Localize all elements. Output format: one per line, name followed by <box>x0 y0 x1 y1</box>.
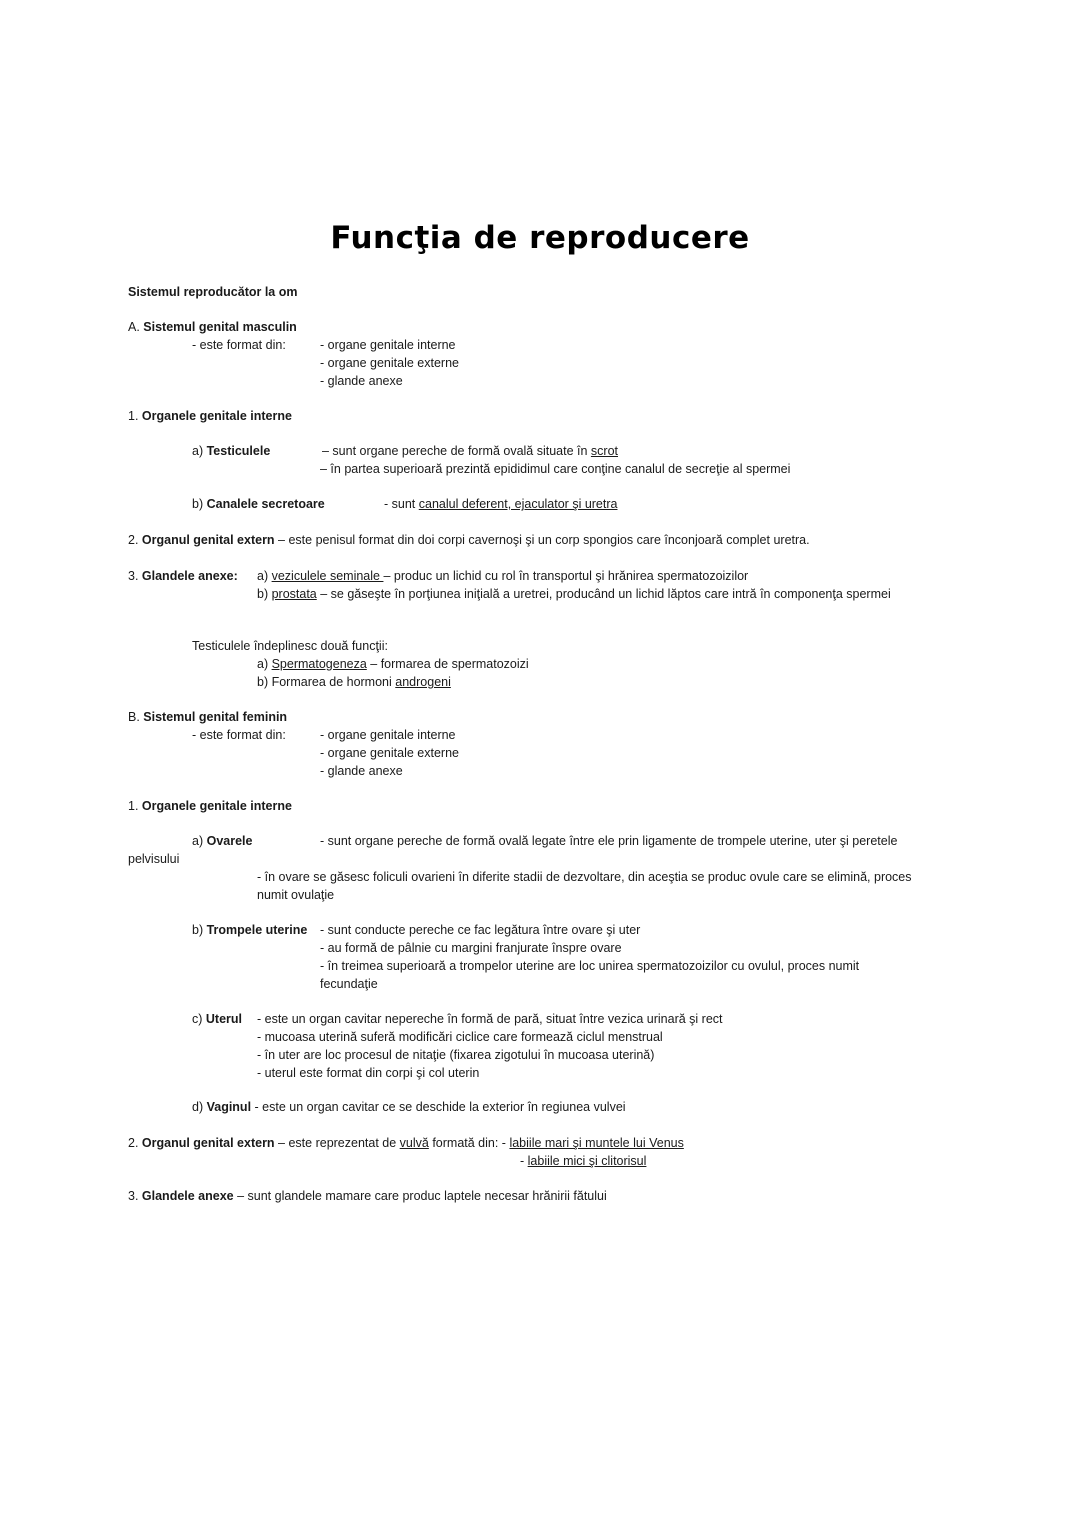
anexe-a: a) veziculele seminale – produc un lichid cu rol în transportul şi hrănirea spermatozoizilor <box>257 569 749 583</box>
uter-desc: - mucoasa uterină suferă modificări ciclice care formează ciclul menstrual <box>257 1030 663 1044</box>
section-a-list-item: - organe genitale externe <box>320 356 459 370</box>
functii-intro: Testiculele îndeplinesc două funcţii: <box>192 639 388 653</box>
section-a-format-label: - este format din: <box>192 338 286 352</box>
trompe-desc: - au formă de pâlnie cu margini franjurate înspre ovare <box>320 941 622 955</box>
section-b-extern-list-2: - labiile mici şi clitorisul <box>520 1154 647 1168</box>
ovare-desc-1-cont: pelvisului <box>128 852 180 866</box>
section-a-anexe-heading: 3. Glandele anexe: <box>128 569 238 583</box>
section-a-extern: 2. Organul genital extern – este penisul format din doi corpi cavernoşi şi un corp spongios care înconjoară complet uretra. <box>128 533 810 547</box>
ovare-desc-1: - sunt organe pereche de formă ovală legate între ele prin ligamente de trompele uterine, uter şi peretele <box>320 834 898 848</box>
uter-desc: - uterul este format din corpi şi col uterin <box>257 1066 480 1080</box>
page-title: Funcţia de reproducere <box>330 220 750 256</box>
canale-label: b) Canalele secretoare <box>192 497 325 511</box>
trompe-desc: fecundaţie <box>320 977 378 991</box>
section-b-heading: B. Sistemul genital feminin <box>128 710 288 724</box>
vagin: d) Vaginul - este un organ cavitar ce se deschide la exterior în regiunea vulvei <box>192 1100 626 1114</box>
ovare-label: a) Ovarele <box>192 834 253 848</box>
section-b-internal-heading: 1. Organele genitale interne <box>128 799 292 813</box>
anexe-b: b) prostata – se găseşte în porţiunea iniţială a uretrei, producând un lichid lăptos care intră în componenţa spermei <box>257 587 891 601</box>
uter-label: c) Uterul <box>192 1012 243 1026</box>
functie-a: a) Spermatogeneza – formarea de spermatozoizi <box>257 657 529 671</box>
section-a-internal-heading: 1. Organele genitale interne <box>128 409 292 423</box>
canale-desc: - sunt canalul deferent, ejaculator şi uretra <box>384 497 618 511</box>
main-heading: Sistemul reproducător la om <box>128 285 298 299</box>
section-b-anexe: 3. Glandele anexe – sunt glandele mamare care produc laptele necesar hrănirii fătului <box>128 1189 607 1203</box>
trompe-label: b) Trompele uterine <box>192 923 308 937</box>
uter-desc: - este un organ cavitar nepereche în formă de pară, situat între vezica urinară şi rect <box>257 1012 723 1026</box>
testicule-desc-2: – în partea superioară prezintă epididimul care conţine canalul de secreţie al spermei <box>320 462 791 476</box>
testicule-label: a) Testiculele <box>192 444 271 458</box>
section-a-heading: A. Sistemul genital masculin <box>128 320 297 334</box>
ovare-desc-3: numit ovulaţie <box>257 888 335 902</box>
section-b-format-label: - este format din: <box>192 728 286 742</box>
section-b-list-item: - organe genitale interne <box>320 728 456 742</box>
functie-b: b) Formarea de hormoni androgeni <box>257 675 451 689</box>
ovare-desc-2: - în ovare se găsesc foliculi ovarieni în diferite stadii de dezvoltare, din aceştia se produc ovule care se elimină, proces <box>257 870 912 884</box>
section-a-list-item: - glande anexe <box>320 374 403 388</box>
trompe-desc: - sunt conducte pereche ce fac legătura între ovare şi uter <box>320 923 641 937</box>
uter-desc: - în uter are loc procesul de nitaţie (fixarea zigotului în mucoasa uterină) <box>257 1048 655 1062</box>
section-b-extern: 2. Organul genital extern – este reprezentat de vulvă formată din: - labiile mari şi muntele lui Venus <box>128 1136 684 1150</box>
section-b-list-item: - organe genitale externe <box>320 746 459 760</box>
trompe-desc: - în treimea superioară a trompelor uterine are loc unirea spermatozoizilor cu ovulul, proces numit <box>320 959 860 973</box>
section-b-list-item: - glande anexe <box>320 764 403 778</box>
testicule-desc-1: – sunt organe pereche de formă ovală situate în scrot <box>322 444 619 458</box>
section-a-list-item: - organe genitale interne <box>320 338 456 352</box>
